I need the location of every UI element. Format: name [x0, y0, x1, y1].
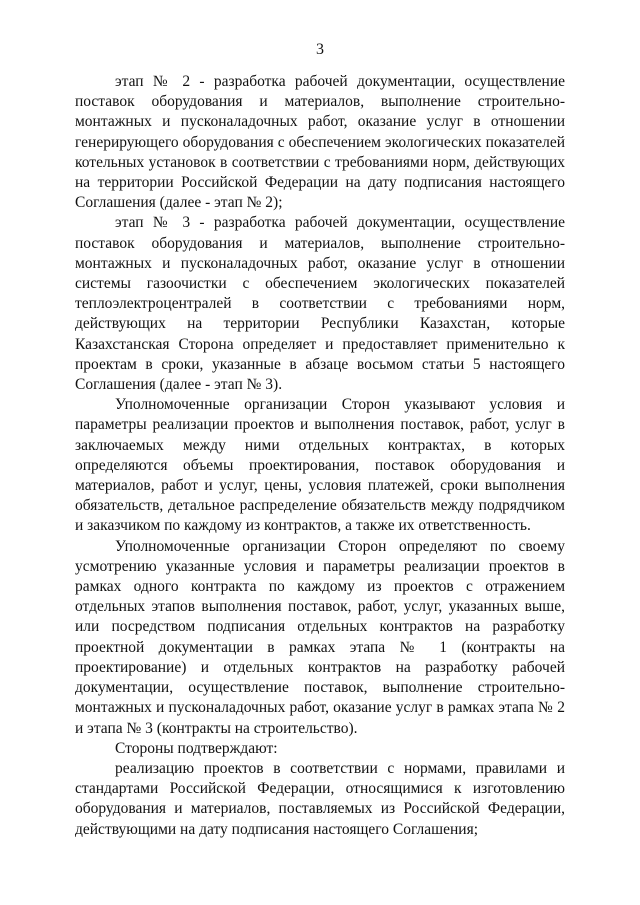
paragraph-contract-conditions: Уполномоченные организации Сторон указывают условия и параметры реализации проектов и выполнения поставок, работ, услуг в заключаемых между ними отдельных контрактах, в которых определяются объемы проектирования, поставок оборудования и материалов, работ и услуг, цены, условия платежей, сроки выполнения обязательств, детальное распределение обязательств между подрядчиком и заказчиком по каждому из контрактов, а также их ответственность. — [75, 396, 565, 535]
paragraph-stage-2: этап № 2 - разработка рабочей документации, осуществление поставок оборудования и материалов, выполнение строительно-монтажных и пусконаладочных работ, оказание услуг в отношении генерирующего оборудования с обеспечением экологических показателей котельных установок в соответствии с требованиями норм, действующих на территории Российской Федерации на дату подписания настоящего Соглашения (далее - этап № 2); — [75, 73, 565, 212]
paragraph-contract-options: Уполномоченные организации Сторон определяют по своему усмотрению указанные условия и параметры реализации проектов в рамках одного контракта по каждому из проектов с отражением отдельных этапов выполнения поставок, работ, услуг, указанных выше, или посредством подписания отдельных контрактов на разработку проектной документации в рамках этапа № 1 (контракты на проектирование) и отдельных контрактов на разработку рабочей документации, осуществление поставок, выполнение строительно-монтажных и пусконаладочных работ, оказание услуг в рамках этапа № 2 и этапа № 3 (контракты на строительство). — [75, 537, 565, 737]
document-body — [75, 72, 565, 840]
paragraph-standards: реализацию проектов в соответствии с нормами, правилами и стандартами Российской Федерации, относящимися к изготовлению оборудования и материалов, поставляемых из Российской Федерации, действующими на дату подписания настоящего Соглашения; — [75, 759, 565, 838]
paragraph-stage-3: этап № 3 - разработка рабочей документации, осуществление поставок оборудования и материалов, выполнение строительно-монтажных и пусконаладочных работ, оказание услуг в отношении системы газоочистки с обеспечением экологических показателей теплоэлектроцентралей в соответствии с требованиями норм, действующих на территории Республики Казахстан, которые Казахстанская Сторона определяет и предоставляет применительно к проектам в сроки, указанные в абзаце восьмом статьи 5 настоящего Соглашения (далее - этап № 3). — [75, 214, 565, 394]
page-number: 3 — [316, 41, 324, 58]
paragraph-parties-confirm: Стороны подтверждают: — [115, 739, 278, 757]
